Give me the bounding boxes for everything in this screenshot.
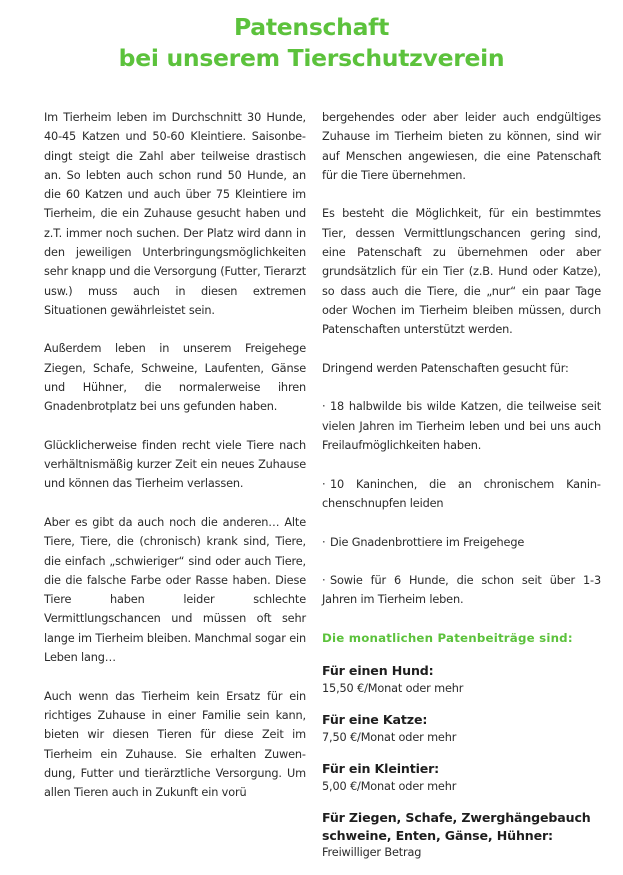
fee-item-dog: [322, 662, 601, 698]
list-item-text: Die Gnadenbrottiere im Freigehege: [330, 535, 525, 549]
title-line-1: Patenschaft: [233, 13, 389, 41]
fee-item-small-animal: [322, 760, 601, 796]
fee-item-farm-animals: [322, 809, 601, 862]
fee-value: 5,00 €/Monat oder mehr: [322, 780, 457, 794]
paragraph-shelter-home: Auch wenn das Tierheim kein Ersatz für ein richtiges Zuhause in einer Familie sein kann, bieten wir diesen Tieren für diese Zeit im Tierheim ein Zuhause. Sie erhalten Zuwendung, Futter und tierärztliche Versorgung. Um allen Tieren auch in Zukunft ein vorü: [44, 689, 306, 800]
list-item: [322, 475, 601, 514]
fee-value: 15,50 €/Monat oder mehr: [322, 682, 464, 696]
list-item-text: 10 Kaninchen, die an chronischem Kaninchenschnupfen leiden: [322, 477, 601, 510]
paragraph-enclosure: Außerdem leben in unserem Freigehege Ziegen, Schafe, Schweine, Laufenten, Gänse und Hühner, die normalerweise ihren Gnadenbrotplatz bei uns gefunden haben.: [44, 342, 306, 414]
bullet-dot-icon: ·: [322, 535, 326, 549]
paragraph-animal-numbers: Im Tierheim leben im Durchschnitt 30 Hunde, 40-45 Katzen und 50-60 Kleintiere. Saisonbedingt steigt die Zahl aber teilweise drastisch an. So lebten auch schon rund 50 Hunde, an die 60 Katzen und auch über 75 Kleintiere im Tierheim, die ein Zuhause gesucht haben und z.T. immer noch suchen. Der Platz wird dann in den jeweiligen Unterbringungsmöglichkeiten sehr knapp und die Versorgung (Futter, Tierarzt usw.) muss auch in diesen extremen Situationen gewährleistet sein.: [44, 111, 306, 317]
fee-label: Für einen Hund:: [322, 663, 434, 679]
paragraph-difficult-animals: Aber es gibt da auch noch die anderen… Alte Tiere, Tiere, die (chronisch) krank sind, Tiere, die einfach „schwieriger“ sind oder auch Tiere, die die falsche Farbe oder Rasse haben. Diese Tiere haben leider schlechte Vermittlungschancen und müssen oft sehr lange im Tierheim bleiben. Manchmal sogar ein Leben lang…: [44, 515, 306, 665]
fee-label: Für ein Kleintier:: [322, 761, 440, 777]
fee-value: Freiwilliger Betrag: [322, 846, 422, 860]
list-item: [322, 571, 601, 610]
paragraph-sponsorship-options: Es besteht die Möglichkeit, für ein bestimmtes Tier, dessen Vermittlungschancen gering sind, eine Patenschaft zu übernehmen oder aber grundsätzlich für ein Tier (z.B. Hund oder Katze), so dass auch die Tiere, die „nur“ ein paar Tage oder Wochen im Tierheim bleiben müssen, durch Patenschaften unterstützt werden.: [322, 207, 601, 337]
fee-label: Für eine Katze:: [322, 712, 428, 728]
list-item-text: Sowie für 6 Hunde, die schon seit über 1-3 Jahren im Tierheim leben.: [322, 574, 601, 607]
bullet-dot-icon: ·: [322, 477, 326, 491]
list-item: [322, 533, 601, 552]
fee-value: 7,50 €/Monat oder mehr: [322, 731, 457, 745]
paragraph-urgent-intro: Dringend werden Patenschaften gesucht für:: [322, 361, 569, 375]
title-line-2: bei unserem Tierschutzverein: [118, 44, 505, 72]
right-column: [322, 108, 601, 875]
fee-label: Für Ziegen, Schafe, Zwerghängebauch schweine, Enten, Gänse, Hühner:: [322, 810, 591, 843]
list-item: [322, 397, 601, 455]
bullet-dot-icon: ·: [322, 400, 326, 414]
page-title: [0, 12, 623, 74]
list-item-text: 18 halbwilde bis wilde Katzen, die teilweise seit vielen Jahren im Tierheim leben und bei uns auch Freilaufmöglichkeiten haben.: [322, 400, 601, 453]
bullet-dot-icon: ·: [322, 574, 326, 588]
left-column: [44, 108, 306, 822]
paragraph-need-sponsors: bergehendes oder aber leider auch endgültiges Zuhause im Tierheim bieten zu können, sind wir auf Menschen angewiesen, die eine Patenschaft für die Tiere übernehmen.: [322, 111, 601, 182]
fees-heading: Die monatlichen Patenbeiträge sind:: [322, 631, 573, 646]
fee-item-cat: [322, 711, 601, 747]
paragraph-adoptions: Glücklicherweise finden recht viele Tiere nach verhältnismäßig kurzer Zeit ein neues Zuhause und können das Tierheim verlassen.: [44, 438, 306, 491]
